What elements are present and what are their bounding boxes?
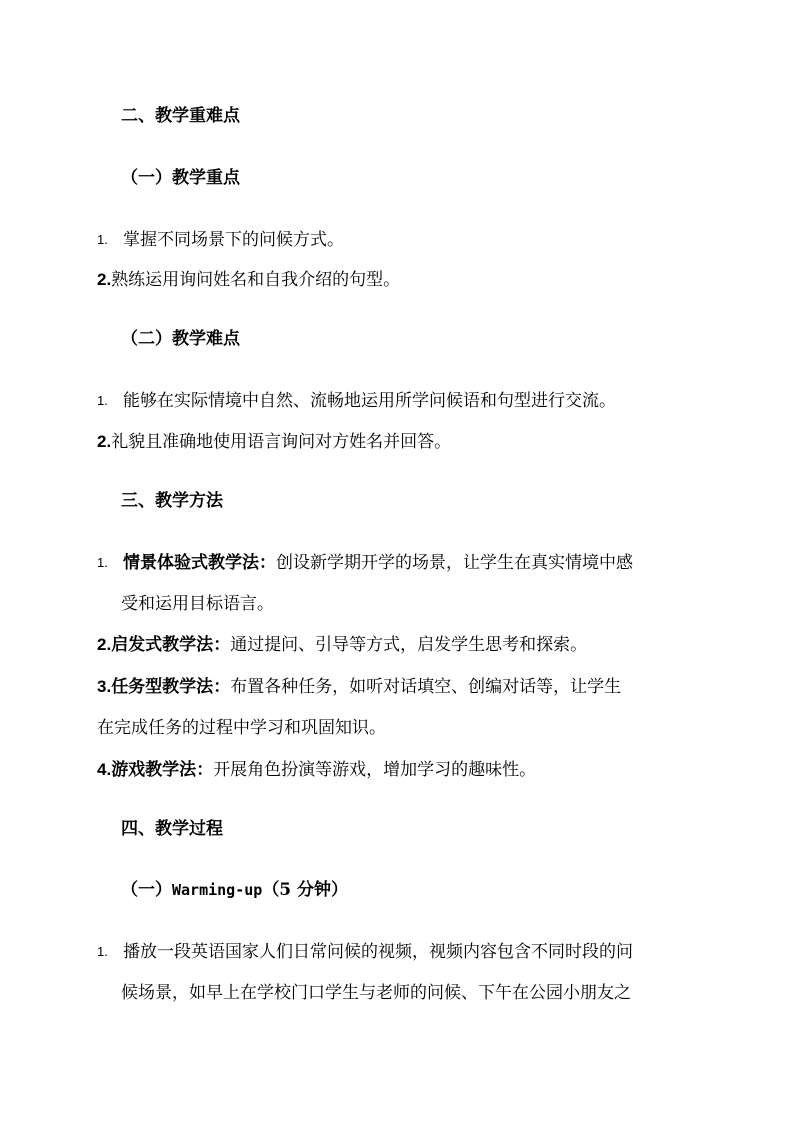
list-number: 2.	[97, 270, 112, 289]
method-term: 游戏教学法	[111, 760, 197, 780]
list-text-continuation: 受和运用目标语言。	[121, 594, 274, 614]
list-number: 1.	[97, 555, 108, 570]
list-text: 布置各种任务，如听对话填空、创编对话等，让学生	[230, 677, 622, 697]
list-number: 1.	[97, 393, 108, 408]
term-separator: ：	[213, 677, 231, 697]
list-item	[97, 633, 587, 657]
term-separator: ：	[213, 635, 231, 655]
list-text: 熟练运用询问姓名和自我介绍的句型。	[111, 270, 401, 290]
subheading-warming-up	[121, 878, 348, 902]
list-number: 1.	[97, 944, 108, 959]
list-number: 2.	[97, 635, 112, 654]
subheading-english: Warming-up	[172, 881, 263, 899]
term-separator: ：	[196, 760, 214, 780]
list-item	[97, 758, 536, 782]
section-heading-2: 二、教学重难点	[121, 106, 240, 126]
list-item	[97, 675, 621, 699]
term-separator: ：	[259, 553, 276, 573]
list-text: 开展角色扮演等游戏，增加学习的趣味性。	[213, 760, 537, 780]
list-number: 2.	[97, 432, 112, 451]
list-item	[97, 940, 633, 964]
list-number: 1.	[97, 232, 108, 247]
list-text: 播放一段英语国家人们日常问候的视频，视频内容包含不同时段的问	[123, 942, 633, 962]
list-text: 掌握不同场景下的问候方式。	[123, 230, 344, 250]
section-heading-3: 三、教学方法	[121, 491, 223, 511]
list-text: 礼貌且准确地使用语言询问对方姓名并回答。	[111, 432, 452, 452]
list-text: 能够在实际情境中自然、流畅地运用所学问候语和句型进行交流。	[123, 391, 616, 411]
subheading-key-points: （一）教学重点	[121, 168, 240, 188]
list-item	[97, 551, 633, 575]
list-item	[97, 228, 344, 252]
list-item	[97, 268, 400, 292]
list-item	[97, 389, 616, 413]
list-text-continuation: 候场景，如早上在学校门口学生与老师的问候、下午在公园小朋友之	[121, 983, 631, 1003]
section-heading-4: 四、教学过程	[121, 819, 223, 839]
list-text: 通过提问、引导等方式，启发学生思考和探索。	[230, 635, 588, 655]
list-item	[97, 430, 451, 454]
list-text-continuation: 在完成任务的过程中学习和巩固知识。	[97, 718, 386, 738]
method-term: 启发式教学法	[111, 635, 214, 655]
subheading-duration: （5 分钟）	[262, 880, 349, 900]
method-term: 情景体验式教学法	[123, 553, 259, 573]
list-number: 4.	[97, 760, 112, 779]
subheading-prefix: （一）	[121, 880, 172, 900]
list-text: 创设新学期开学的场景，让学生在真实情境中感	[276, 553, 633, 573]
list-number: 3.	[97, 677, 112, 696]
subheading-difficulties: （二）教学难点	[121, 329, 240, 349]
method-term: 任务型教学法	[111, 677, 214, 697]
